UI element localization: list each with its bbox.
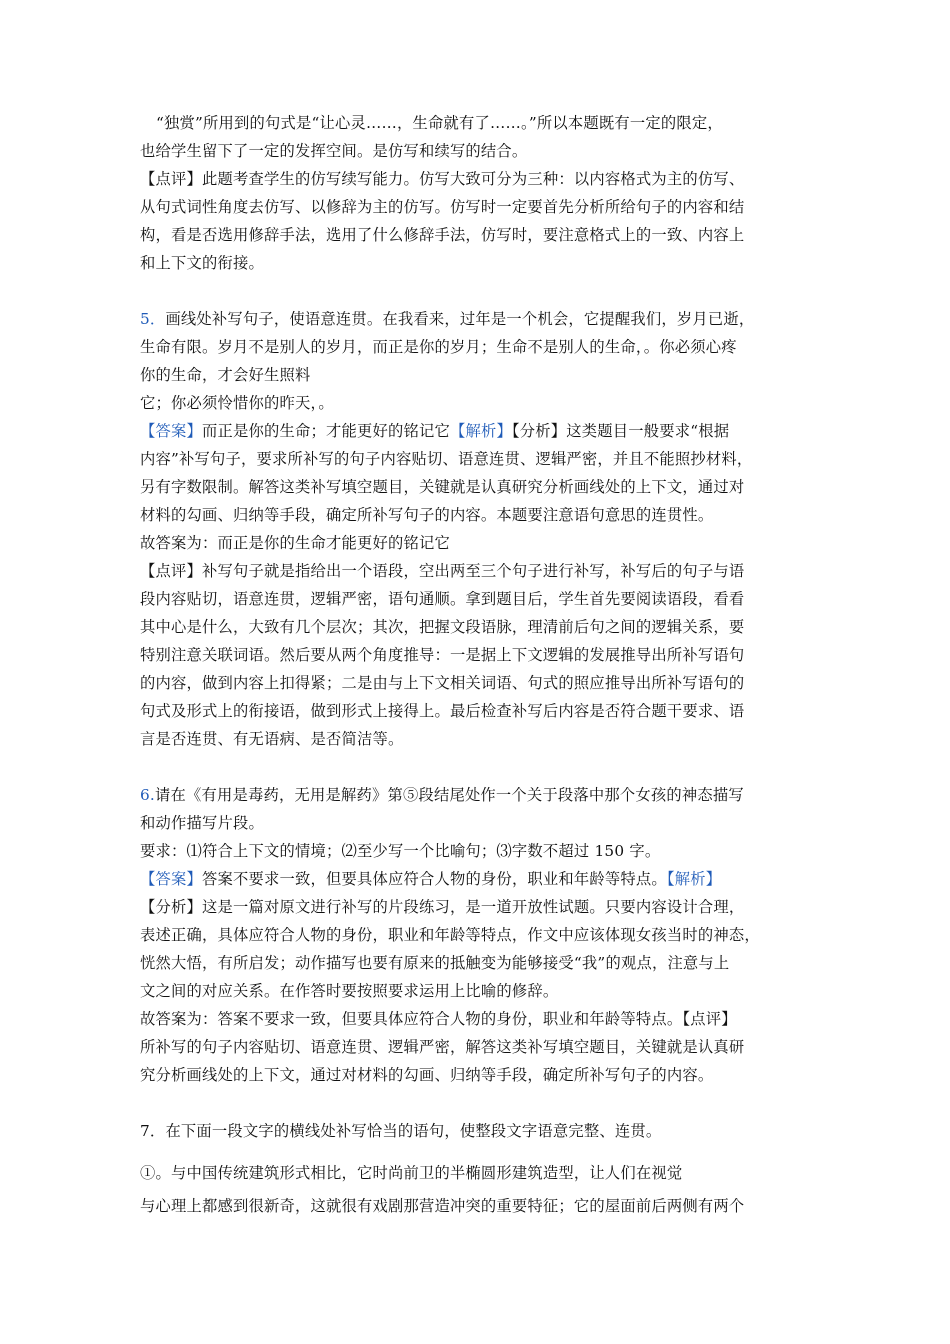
q5-comment-line-6: 句式及形式上的衔接语，做到形式上接得上。最后检查补写后内容是否符合题干要求、语 (140, 702, 745, 720)
q7-passage-line-1: ①。与中国传统建筑形式相比，它时尚前卫的半椭圆形建筑造型，让人们在视觉 (140, 1164, 683, 1182)
q6-answer-text: 答案不要求一致，但要具体应符合人物的身份，职业和年龄等特点。 (202, 870, 667, 888)
q5-comment-line-3: 其中心是什么，大致有几个层次；其次，把握文段语脉，理清前后句之间的逻辑关系，要 (140, 618, 745, 636)
q5-comment-line-5: 的内容，做到内容上扣得紧；二是由与上下文相关词语、句式的照应推导出所补写语句的 (140, 674, 745, 692)
q6-analysis-line-1: 【分析】这是一篇对原文进行补写的片段练习，是一道开放性试题。只要内容设计合理， (140, 898, 745, 916)
q5-answer-tag: 【答案】 (140, 422, 202, 440)
q5-comment-line-4: 特别注意关联词语。然后要从两个角度推导：一是据上下文逻辑的发展推导出所补写语句 (140, 646, 745, 664)
q7-passage-line-2: 与心理上都感到很新奇，这就很有戏剧那营造冲突的重要特征；它的屋面前后两侧有两个 (140, 1197, 745, 1215)
prev-line-2: 也给学生留下了一定的发挥空间。是仿写和续写的结合。 (140, 142, 528, 160)
q5-comment-line-7: 言是否连贯、有无语病、是否简洁等。 (140, 730, 404, 748)
prev-comment-line-2: 从句式词性角度去仿写、以修辞为主的仿写。仿写时一定要首先分析所给句子的内容和结 (140, 198, 745, 216)
q5-number: 5． (140, 310, 166, 328)
prev-comment-line-3: 构，看是否选用修辞手法，选用了什么修辞手法，仿写时，要注意格式上的一致、内容上 (140, 226, 745, 244)
q5-line-3: 你的生命，才会好生照料 (140, 366, 311, 384)
q5-analysis-line-3: 另有字数限制。解答这类补写填空题目，关键就是认真研究分析画线处的上下文，通过对 (140, 478, 745, 496)
q6-comment-line-2: 究分析画线处的上下文，通过对材料的勾画、归纳等手段，确定所补写句子的内容。 (140, 1066, 714, 1084)
q5-analysis-start: 【分析】这类题目一般要求“根据 (511, 422, 730, 440)
q6-answer-line (140, 868, 721, 890)
q5-analysis-tag: 【解析】 (449, 422, 512, 440)
q5-line-2: 生命有限。岁月不是别人的岁月，而正是你的岁月；生命不是别人的生命，。你必须心疼 (140, 338, 737, 356)
q6-prompt: 请在《有用是毒药，无用是解药》第⑤段结尾处作一个关于段落中那个女孩的神态描写 (155, 786, 744, 804)
q6-analysis-line-2: 表述正确，具体应符合人物的身份，职业和年龄等特点，作文中应该体现女孩当时的神态， (140, 926, 760, 944)
q6-line-2: 和动作描写片段。 (140, 814, 264, 832)
q6-answer-tag: 【答案】 (140, 870, 202, 888)
q6-final-answer: 故答案为：答案不要求一致，但要具体应符合人物的身份，职业和年龄等特点。【点评】 (140, 1010, 737, 1028)
q6-analysis-line-3: 恍然大悟，有所启发；动作描写也要有原来的抵触变为能够接受“我”的观点，注意与上 (140, 954, 730, 972)
q7-number: 7． (140, 1122, 166, 1140)
prev-line-1: “独赏”所用到的句式是“让心灵……，生命就有了……。”所以本题既有一定的限定， (156, 114, 723, 132)
q6-requirements: 要求：⑴符合上下文的情境；⑵至少写一个比喻句；⑶字数不超过 150 字。 (140, 842, 661, 860)
q5-prompt: 画线处补写句子，使语意连贯。在我看来，过年是一个机会，它提醒我们，岁月已逝， (165, 310, 755, 328)
q5-line-4: 它；你必须怜惜你的昨天，。 (140, 394, 334, 412)
q5-analysis-line-4: 材料的勾画、归纳等手段，确定所补写句子的内容。本题要注意语句意思的连贯性。 (140, 506, 714, 524)
q5-comment-line-2: 段内容贴切，语意连贯，逻辑严密，语句通顺。拿到题目后，学生首先要阅读语段，看看 (140, 590, 745, 608)
q7-line-1 (140, 1120, 661, 1142)
q5-answer-text: 而正是你的生命；才能更好的铭记它 (202, 422, 450, 440)
prev-comment-line-1: 【点评】此题考查学生的仿写续写能力。仿写大致可分为三种：以内容格式为主的仿写、 (140, 170, 745, 188)
q6-analysis-line-4: 文之间的对应关系。在作答时要按照要求运用上比喻的修辞。 (140, 982, 559, 1000)
q6-number: 6. (140, 786, 155, 804)
q5-analysis-line-2: 内容”补写句子，要求所补写的句子内容贴切、语意连贯、逻辑严密，并且不能照抄材料， (140, 450, 753, 468)
prev-comment-line-4: 和上下文的衔接。 (140, 254, 264, 272)
q5-answer-line (140, 420, 729, 442)
q6-line-1 (140, 784, 744, 806)
q5-line-1 (140, 308, 754, 330)
q6-comment-line-1: 所补写的句子内容贴切、语意连贯、逻辑严密，解答这类补写填空题目，关键就是认真研 (140, 1038, 745, 1056)
q5-final-answer: 故答案为：而正是你的生命才能更好的铭记它 (140, 534, 450, 552)
q7-prompt: 在下面一段文字的横线处补写恰当的语句，使整段文字语意完整、连贯。 (165, 1122, 662, 1140)
q5-comment-line-1: 【点评】补写句子就是指给出一个语段，空出两至三个句子进行补写，补写后的句子与语 (140, 562, 745, 580)
q6-analysis-tag: 【解析】 (666, 870, 722, 888)
